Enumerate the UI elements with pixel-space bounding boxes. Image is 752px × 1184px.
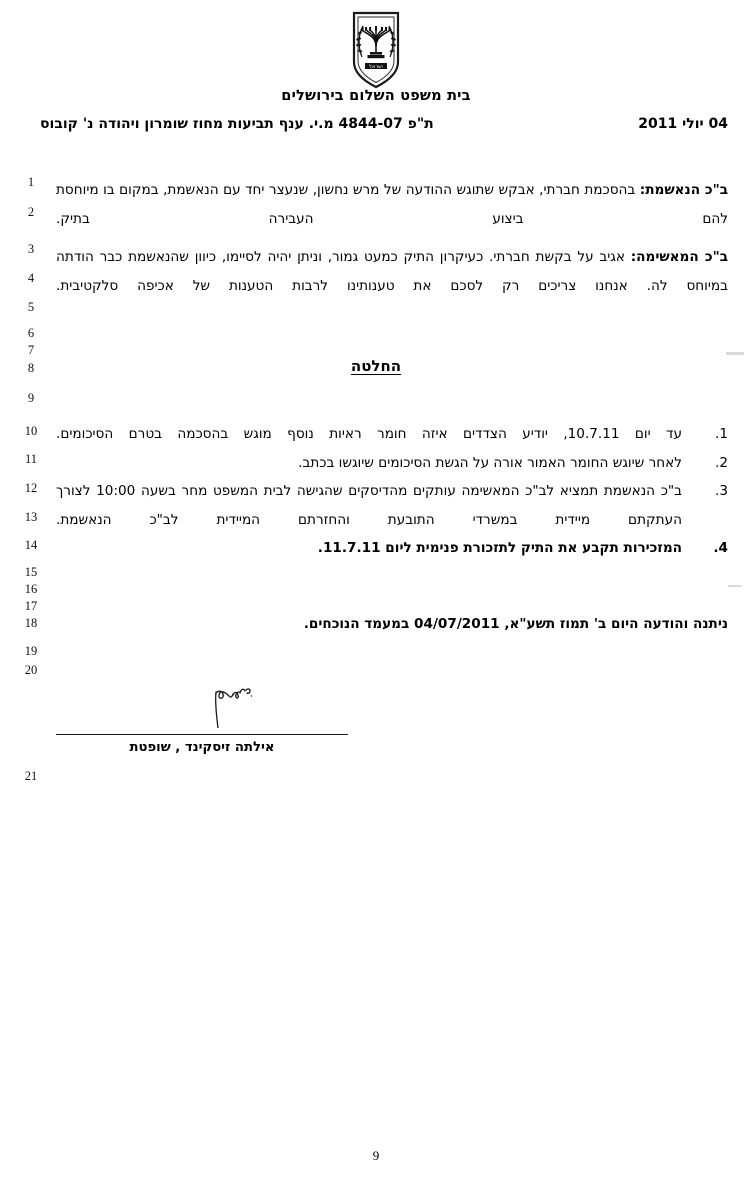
signature-rule (56, 734, 348, 735)
decision-list-item (56, 477, 728, 534)
line-number: 6 (27, 326, 35, 340)
decision-list-item (56, 534, 728, 563)
line-number: 11 (24, 452, 38, 466)
line-number: 10 (24, 424, 38, 438)
line-number: 9 (27, 391, 35, 405)
israel-state-emblem-icon (348, 10, 404, 90)
case-header (40, 116, 728, 132)
paragraph-label-prosecution: ב"כ המאשימה: (630, 249, 728, 265)
list-marker: .2 (715, 454, 728, 471)
line-number: 15 (24, 565, 38, 579)
list-item-text: ב"כ הנאשמת תמציא לב"כ המאשימה עותקים מהדיסקים שהגישה לבית המשפט מחר בשעה 10:00 לצורך העתקתם מיידית במשרדי התובעת והחזרתם המיידית לב"כ הנאשמת. (56, 483, 682, 528)
paragraph-text-prosecution: אגיב על בקשת חברתי. כעיקרון התיק כמעט גמור, וניתן יהיה לסיימו, כיוון שהנאשמת כבר הודתה במיוחס לה. אנחנו צריכים רק לסכם את טענותינו לרבות הטענות של אכיפה סלקטיבית. (56, 249, 728, 294)
line-number: 16 (24, 582, 38, 596)
decision-list-item (56, 449, 728, 478)
svg-text:ישראל: ישראל (369, 64, 383, 70)
scan-artifact (728, 585, 742, 587)
line-number: 20 (24, 663, 38, 677)
line-number: 7 (27, 343, 35, 357)
paragraph-text-defense: בהסכמת חברתי, אבקש שתוגש ההודעה של מרש נחשון, שנעצר יחד עם הנאשמת, במקום בו מיוחסת להם ביצוע העבירה בתיק. (56, 182, 728, 227)
decision-list (56, 420, 728, 563)
paragraph-label-defense: ב"כ הנאשמת: (639, 182, 728, 198)
list-marker: .3 (715, 483, 728, 499)
line-number-gutter (16, 0, 46, 1184)
line-number: 21 (24, 769, 38, 783)
judge-name: אילתה זיסקינד , שופטת (129, 740, 275, 755)
decision-heading: החלטה (350, 357, 402, 375)
list-marker: .1 (715, 426, 728, 442)
paragraph-defense-counsel (56, 176, 728, 233)
line-number: 5 (27, 300, 35, 314)
line-number: 18 (24, 616, 38, 630)
list-item-text: המזכירות תקבע את התיק לתזכורת פנימית ליום 11.7.11. (317, 540, 682, 556)
list-marker: .4 (713, 540, 728, 556)
case-date: 04 יולי 2011 (638, 116, 728, 132)
line-number: 4 (27, 271, 35, 285)
line-number: 8 (27, 361, 35, 375)
handwritten-signature-icon (164, 672, 254, 728)
line-number: 1 (27, 175, 35, 189)
line-number: 2 (27, 205, 35, 219)
list-item-text: לאחר שיוגש החומר האמור אורה על הגשת הסיכומים שיוגשו בכתב. (298, 454, 682, 471)
decision-list-item (56, 420, 728, 449)
court-name: בית משפט השלום בירושלים (281, 88, 471, 104)
line-number: 3 (27, 242, 35, 256)
paragraph-prosecution-counsel (56, 243, 728, 300)
line-number: 14 (24, 538, 38, 552)
case-number: ת"פ 4844-07 מ.י. ענף תביעות מחוז שומרון ויהודה נ' קובוס (40, 116, 434, 132)
line-number: 13 (24, 510, 38, 524)
page-number: 9 (372, 1148, 380, 1163)
emblem-container (0, 10, 752, 90)
scan-artifact (726, 352, 744, 355)
list-item-text: עד יום 10.7.11, יודיע הצדדים איזה חומר ראיות נוסף מוגש בהסכמה בטרם הסיכומים. (56, 426, 682, 442)
line-number: 17 (24, 599, 38, 613)
line-number: 19 (24, 644, 38, 658)
closing-statement: ניתנה והודעה היום ב' תמוז תשע"א, 04/07/2011 במעמד הנוכחים. (303, 616, 728, 632)
line-number: 12 (24, 481, 38, 495)
